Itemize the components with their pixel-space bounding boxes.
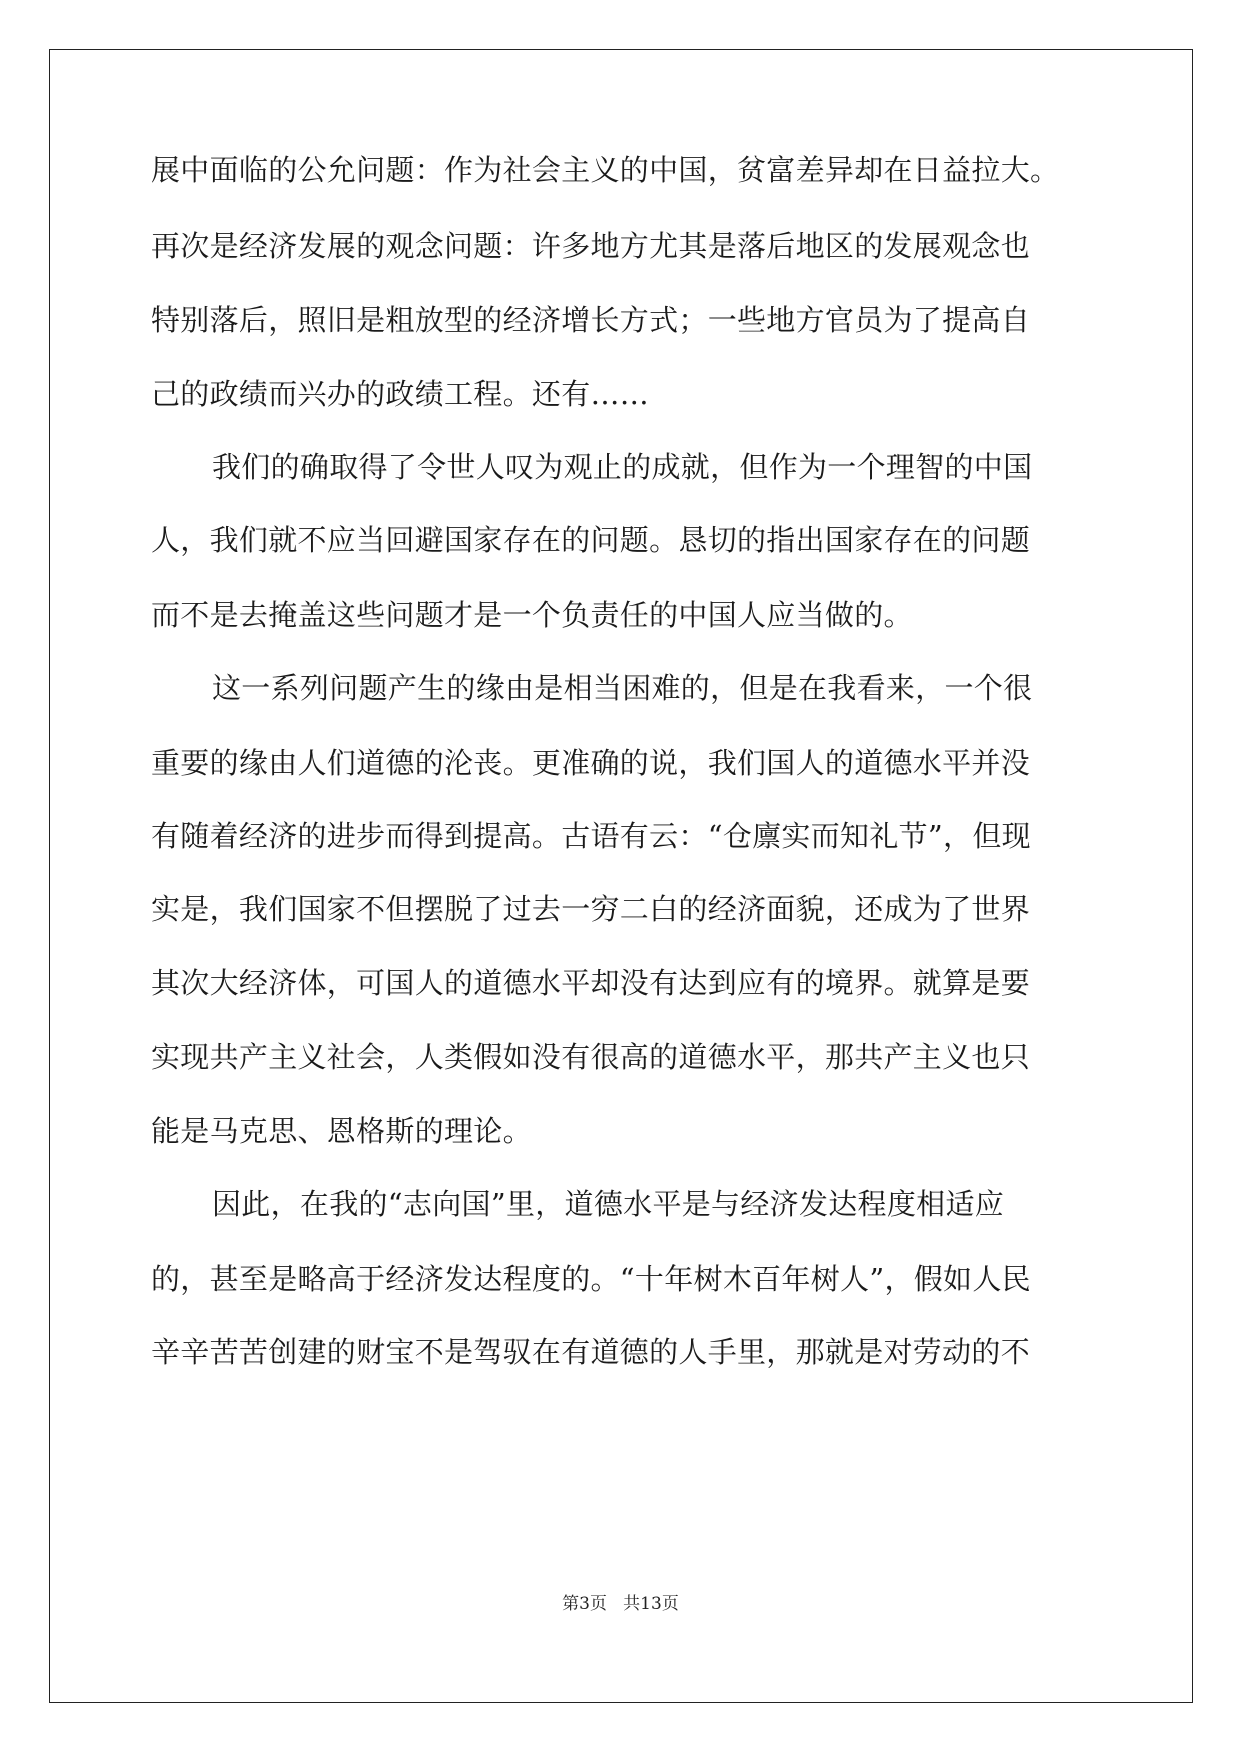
paragraph-line: 再次是经济发展的观念问题：许多地方尤其是落后地区的发展观念也: [151, 229, 1031, 263]
paragraph-line: 其次大经济体，可国人的道德水平却没有达到应有的境界。就算是要: [151, 966, 1031, 1000]
paragraph-line: 实是，我们国家不但摆脱了过去一穷二白的经济面貌，还成为了世界: [151, 892, 1031, 926]
paragraph-line: 展中面临的公允问题：作为社会主义的中国，贫富差异却在日益拉大。: [151, 153, 1060, 187]
paragraph-line: 辛辛苦苦创建的财宝不是驾驭在有道德的人手里，那就是对劳动的不: [151, 1335, 1031, 1369]
paragraph-line: 特别落后，照旧是粗放型的经济增长方式；一些地方官员为了提高自: [151, 303, 1031, 337]
paragraph-first-line: 因此，在我的“志向国”里，道德水平是与经济发达程度相适应: [212, 1187, 1005, 1221]
page-number-footer: 第3页 共13页: [562, 1594, 679, 1614]
paragraph-first-line: 我们的确取得了令世人叹为观止的成就，但作为一个理智的中国: [212, 450, 1033, 484]
paragraph-first-line: 这一系列问题产生的缘由是相当困难的，但是在我看来，一个很: [212, 671, 1033, 705]
paragraph-line: 能是马克思、恩格斯的理论。: [151, 1114, 532, 1148]
paragraph-line: 重要的缘由人们道德的沦丧。更准确的说，我们国人的道德水平并没: [151, 746, 1031, 780]
paragraph-line: 而不是去掩盖这些问题才是一个负责任的中国人应当做的。: [151, 598, 913, 632]
paragraph-line: 人，我们就不应当回避国家存在的问题。恳切的指出国家存在的问题: [151, 523, 1031, 557]
paragraph-line: 实现共产主义社会，人类假如没有很高的道德水平，那共产主义也只: [151, 1040, 1031, 1074]
paragraph-line: 有随着经济的进步而得到提高。古语有云：“仓廪实而知礼节”，但现: [151, 819, 1031, 853]
paragraph-line: 的，甚至是略高于经济发达程度的。“十年树木百年树人”，假如人民: [151, 1262, 1031, 1296]
paragraph-line: 己的政绩而兴办的政绩工程。还有……: [151, 377, 650, 411]
